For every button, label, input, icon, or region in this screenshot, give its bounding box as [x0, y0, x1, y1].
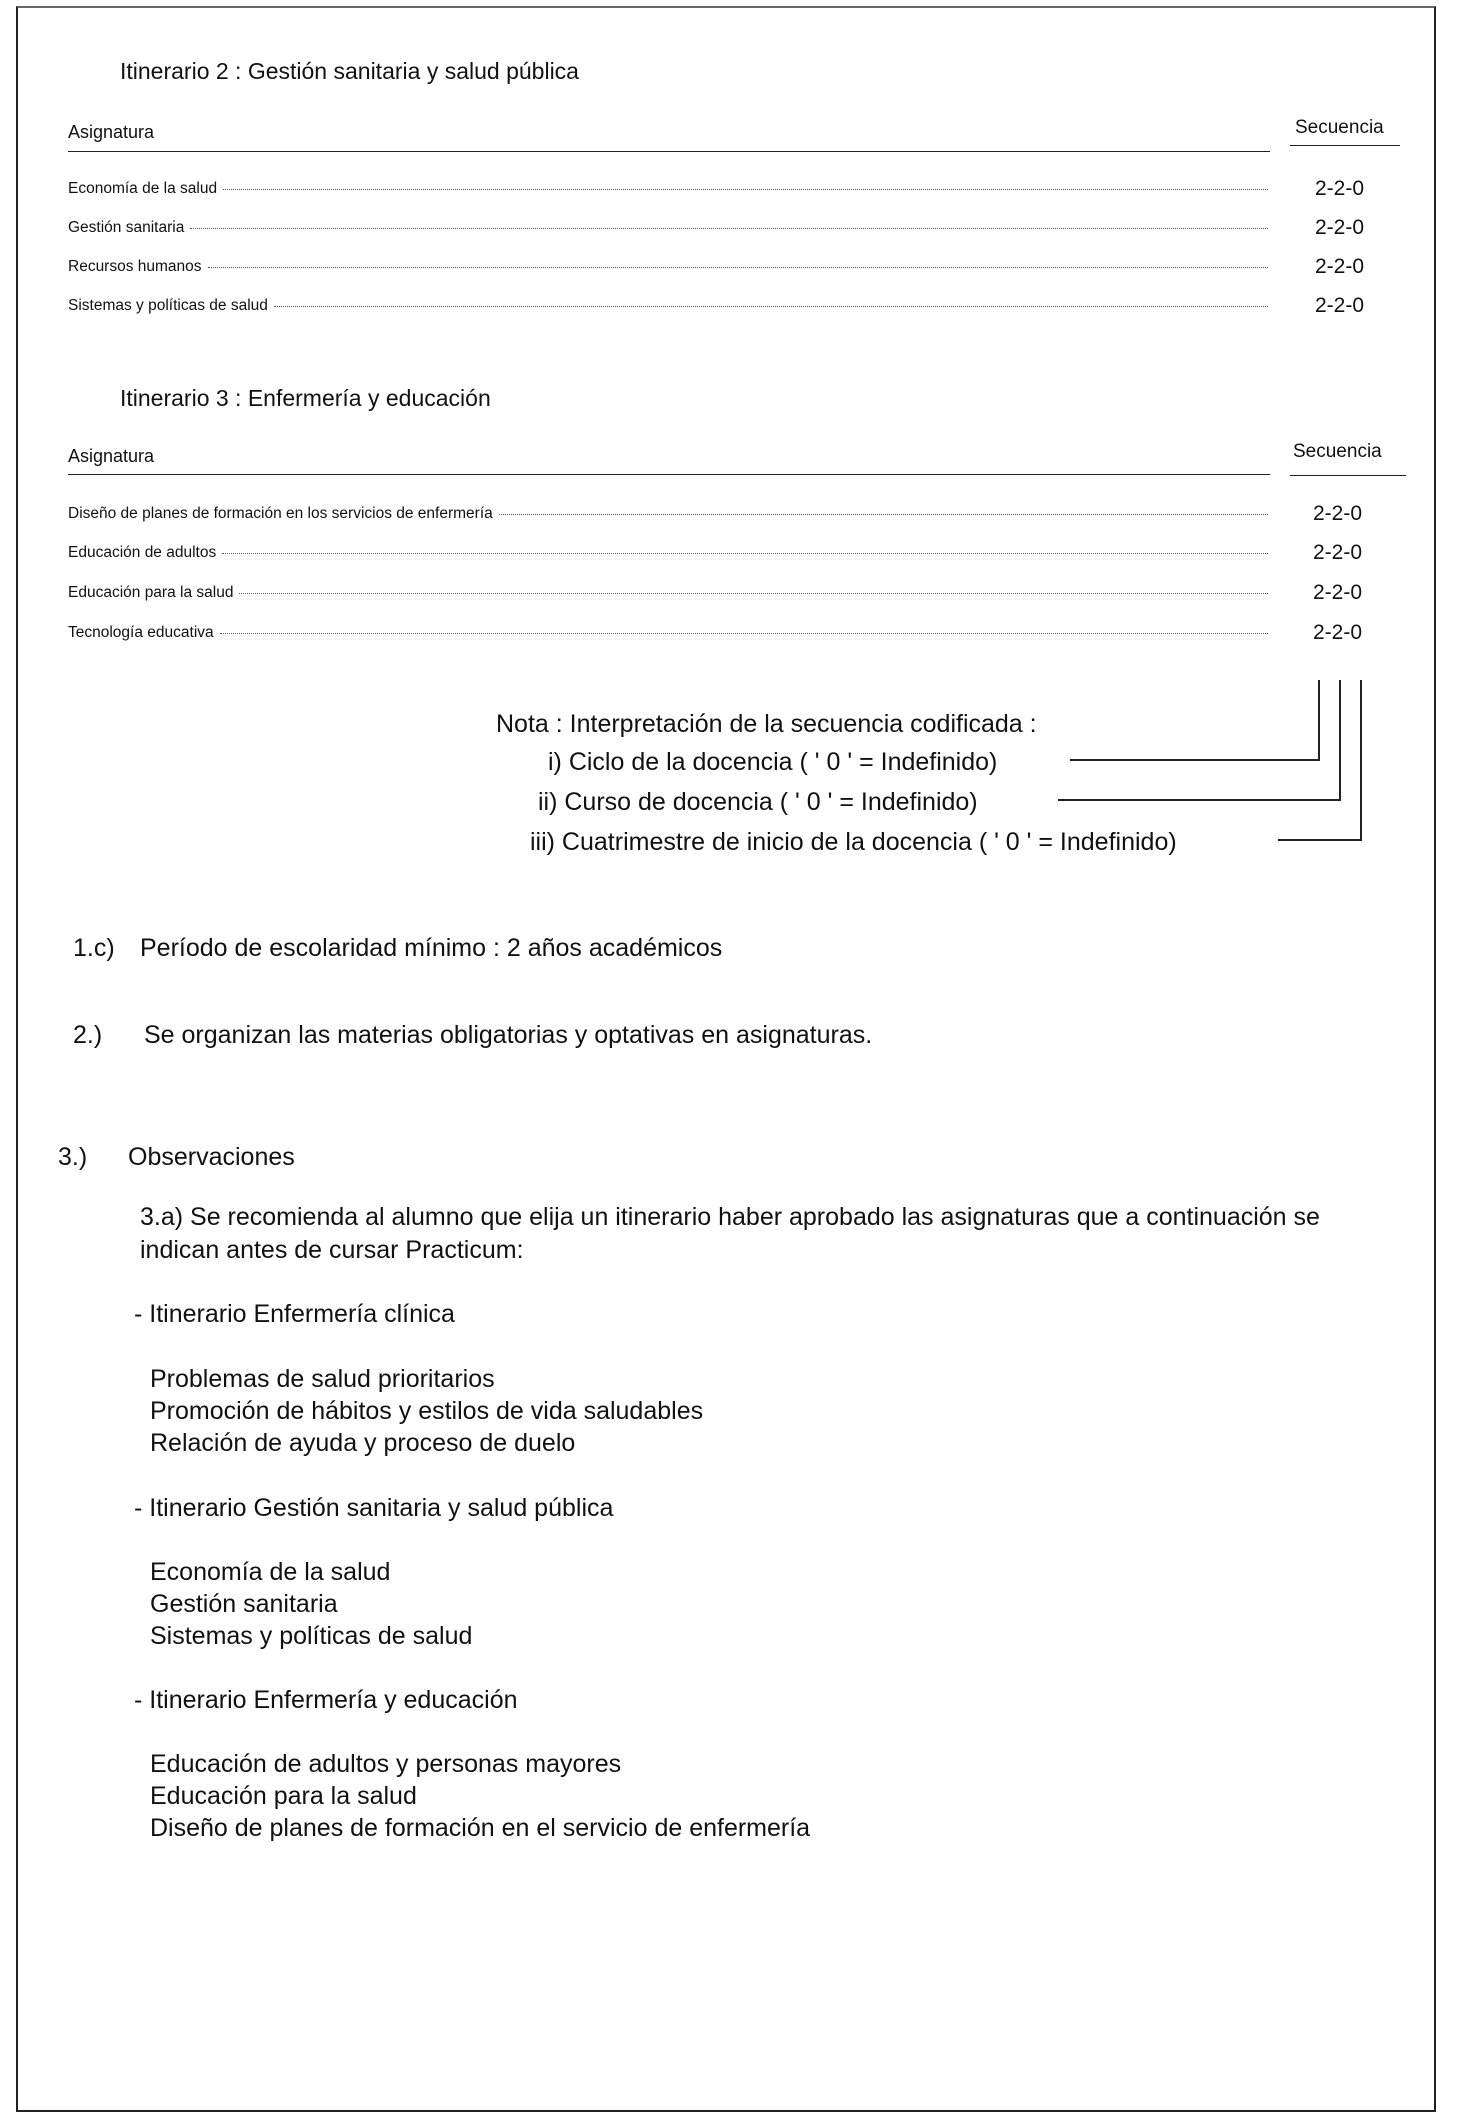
leader-dots — [223, 189, 1268, 190]
note-item-term: iii) Cuatrimestre de inicio de la docencia ( ' 0 ' = Indefinido) — [530, 828, 1177, 856]
list-item: Educación de adultos y personas mayores — [150, 1750, 622, 1778]
list-item: Economía de la salud — [150, 1558, 391, 1586]
list-item: Promoción de hábitos y estilos de vida saludables — [150, 1397, 704, 1425]
table-row — [68, 584, 1268, 602]
note-title: Nota : Interpretación de la secuencia codificada : — [496, 710, 1037, 738]
itinerario-3-rule-right — [1290, 475, 1406, 476]
table-row — [68, 505, 1268, 523]
subject-label: Educación para la salud — [68, 584, 234, 601]
sequence-value: 2-2-0 — [1313, 581, 1363, 604]
subject-label: Educación de adultos — [68, 544, 217, 561]
list-item: Diseño de planes de formación en el servicio de enfermería — [150, 1814, 811, 1842]
list-item: Educación para la salud — [150, 1782, 417, 1810]
subject-label: Tecnología educativa — [68, 624, 214, 641]
list-item: Gestión sanitaria — [150, 1590, 338, 1618]
subject-label: Diseño de planes de formación en los servicios de enfermería — [68, 505, 493, 522]
itinerario-3-subject-header: Asignatura — [68, 446, 155, 466]
section-2-number: 2.) — [73, 1021, 103, 1049]
table-row — [68, 544, 1268, 562]
table-row — [68, 219, 1268, 237]
table-row — [68, 624, 1268, 642]
leader-dots — [220, 633, 1268, 634]
connector-horizontal-2 — [1058, 799, 1341, 801]
sequence-value: 2-2-0 — [1315, 294, 1365, 317]
itinerario-2-rule-left — [68, 151, 1270, 152]
leader-dots — [239, 593, 1268, 594]
connector-vertical-2 — [1339, 680, 1341, 800]
section-3a-line2: indican antes de cursar Practicum: — [140, 1236, 524, 1264]
sequence-value: 2-2-0 — [1313, 621, 1363, 644]
sequence-value: 2-2-0 — [1313, 502, 1363, 525]
connector-vertical-3 — [1360, 680, 1362, 840]
section-1c-number: 1.c) — [73, 934, 115, 962]
section-1c-text: Período de escolaridad mínimo : 2 años académicos — [140, 934, 723, 962]
group-heading-gestion: - Itinerario Gestión sanitaria y salud pública — [134, 1494, 614, 1522]
list-item: Relación de ayuda y proceso de duelo — [150, 1429, 576, 1457]
sequence-value: 2-2-0 — [1315, 177, 1365, 200]
list-item: Problemas de salud prioritarios — [150, 1365, 495, 1393]
section-3-title: Observaciones — [128, 1143, 295, 1171]
leader-dots — [190, 228, 1268, 229]
connector-vertical-1 — [1318, 680, 1320, 760]
leader-dots — [222, 553, 1268, 554]
leader-dots — [208, 267, 1268, 268]
itinerario-2-sequence-header: Secuencia — [1295, 117, 1384, 138]
connector-horizontal-1 — [1070, 759, 1320, 761]
sequence-value: 2-2-0 — [1315, 216, 1365, 239]
list-item: Sistemas y políticas de salud — [150, 1622, 473, 1650]
itinerario-3-rule-left — [68, 474, 1270, 475]
note-item-cycle: i) Ciclo de la docencia ( ' 0 ' = Indefinido) — [548, 748, 998, 776]
itinerario-2-rule-right — [1290, 145, 1400, 146]
sequence-value: 2-2-0 — [1315, 255, 1365, 278]
itinerario-3-sequence-header: Secuencia — [1293, 441, 1382, 462]
subject-label: Sistemas y políticas de salud — [68, 297, 268, 314]
itinerario-2-subject-header: Asignatura — [68, 122, 155, 142]
table-row — [68, 180, 1268, 198]
leader-dots — [274, 306, 1268, 307]
table-row — [68, 258, 1268, 276]
connector-horizontal-3 — [1278, 839, 1362, 841]
itinerario-3-title: Itinerario 3 : Enfermería y educación — [120, 385, 491, 411]
itinerario-2-title: Itinerario 2 : Gestión sanitaria y salud pública — [120, 58, 579, 84]
section-3a-line1: 3.a) Se recomienda al alumno que elija un itinerario haber aprobado las asignaturas que a continuación se — [140, 1203, 1320, 1231]
section-3-number: 3.) — [58, 1143, 88, 1171]
group-heading-clinica: - Itinerario Enfermería clínica — [134, 1300, 455, 1328]
subject-label: Gestión sanitaria — [68, 219, 185, 236]
note-item-course: ii) Curso de docencia ( ' 0 ' = Indefinido) — [538, 788, 978, 816]
table-row — [68, 297, 1268, 315]
subject-label: Recursos humanos — [68, 258, 202, 275]
subject-label: Economía de la salud — [68, 180, 218, 197]
group-heading-educacion: - Itinerario Enfermería y educación — [134, 1686, 518, 1714]
section-2-text: Se organizan las materias obligatorias y optativas en asignaturas. — [144, 1021, 873, 1049]
leader-dots — [499, 514, 1268, 515]
sequence-value: 2-2-0 — [1313, 541, 1363, 564]
